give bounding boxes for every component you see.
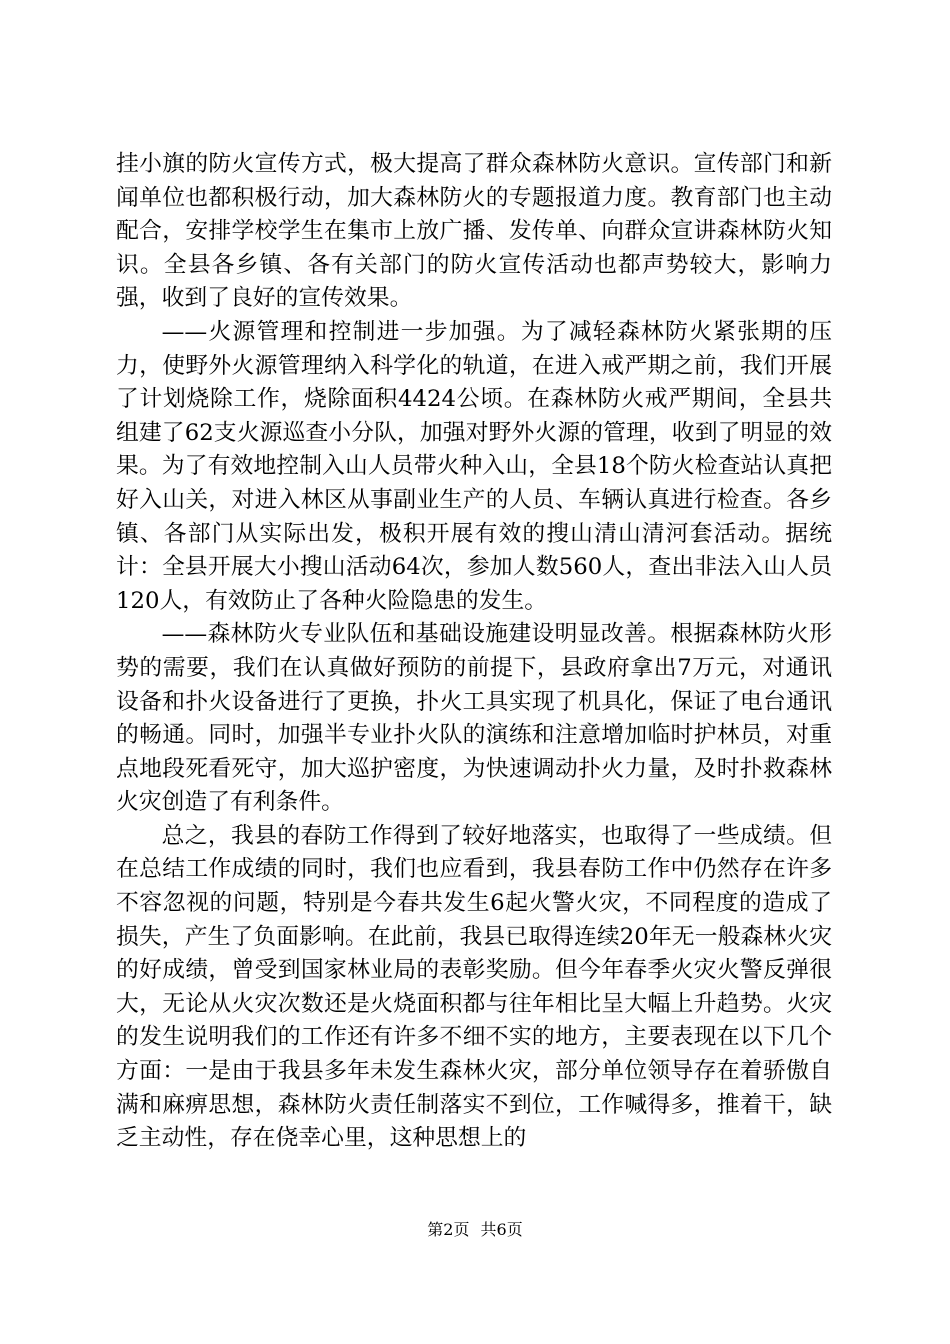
paragraph-summary: 总之，我县的春防工作得到了较好地落实，也取得了一些成绩。但在总结工作成绩的同时，我们也应看到，我县春防工作中仍然存在许多不容忽视的问题，特别是今春共发生6起火警火灾，不同程度的造成了损失，产生了负面影响。在此前，我县已取得连续20年无一般森林火灾的好成绩，曾受到国家林业局的表彰奖励。但今年春季火灾火警反弹很大，无论从火灾次数还是火烧面积都与往年相比呈大幅上升趋势。火灾的发生说明我们的工作还有许多不细不实的地方，主要表现在以下几个方面：一是由于我县多年未发生森林火灾，部分单位领导存在着骄傲自满和麻痹思想，森林防火责任制落实不到位，工作喊得多，推着干，缺乏主动性，存在侥幸心里，这种思想上的 <box>116 822 832 1152</box>
page-number: 第2页 <box>427 1220 470 1239</box>
paragraph-firefighting-teams: ——森林防火专业队伍和基础设施建设明显改善。根据森林防火形势的需要，我们在认真做好预防的前提下，县政府拿出7万元，对通讯设备和扑火设备进行了更换，扑火工具实现了机具化，保证了电台通讯的畅通。同时，加强半专业扑火队的演练和注意增加临时护林员，对重点地段死看死守，加大巡护密度，为快速调动扑火力量，及时扑救森林火灾创造了有利条件。 <box>116 621 832 816</box>
page-footer <box>0 1220 950 1240</box>
document-body <box>116 148 832 1156</box>
paragraph-publicity: 挂小旗的防火宣传方式，极大提高了群众森林防火意识。宣传部门和新闻单位也都积极行动，加大森林防火的专题报道力度。教育部门也主动配合，安排学校学生在集市上放广播、发传单、向群众宣讲森林防火知识。全县各乡镇、各有关部门的防火宣传活动也都声势较大，影响力强，收到了良好的宣传效果。 <box>116 151 832 312</box>
page-total: 共6页 <box>480 1220 523 1239</box>
paragraph-fire-source-control: ——火源管理和控制进一步加强。为了减轻森林防火紧张期的压力，使野外火源管理纳入科学化的轨道，在进入戒严期之前，我们开展了计划烧除工作，烧除面积4424公顷。在森林防火戒严期间，全县共组建了62支火源巡查小分队，加强对野外火源的管理，收到了明显的效果。为了有效地控制入山人员带火种入山，全县18个防火检查站认真把好入山关，对进入林区从事副业生产的人员、车辆认真进行检查。各乡镇、各部门从实际出发，极积开展有效的搜山清山清河套活动。据统计：全县开展大小搜山活动64次，参加人数560人，查出非法入山人员120人，有效防止了各种火险隐患的发生。 <box>116 318 832 614</box>
